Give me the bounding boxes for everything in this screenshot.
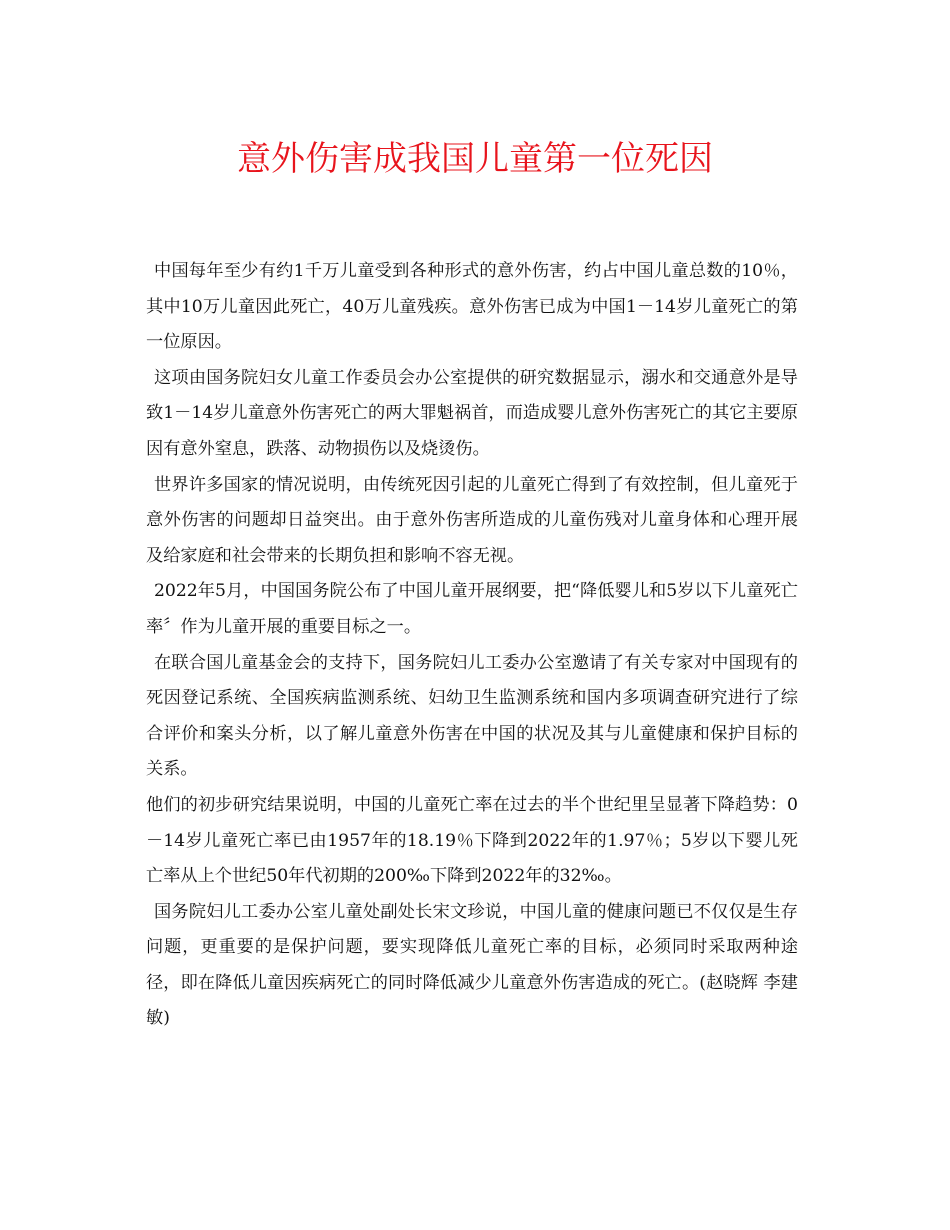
paragraph: 这项由国务院妇女儿童工作委员会办公室提供的研究数据显示，溺水和交通意外是导致1－14岁儿童意外伤害死亡的两大罪魁祸首，而造成婴儿意外伤害死亡的其它主要原因有意外窒息，跌落、动物损伤以及烧烫伤。 bbox=[146, 367, 798, 459]
document-title: 意外伤害成我国儿童第一位死因 bbox=[237, 139, 713, 179]
paragraph: 世界许多国家的情况说明，由传统死因引起的儿童死亡得到了有效控制，但儿童死于意外伤害的问题却日益突出。由于意外伤害所造成的儿童伤残对儿童身体和心理开展及给家庭和社会带来的长期负担和影响不容无视。 bbox=[146, 474, 798, 566]
paragraph: 他们的初步研究结果说明，中国的儿童死亡率在过去的半个世纪里呈显著下降趋势：0－14岁儿童死亡率已由1957年的18.19％下降到2022年的1.97％；5岁以下婴儿死亡率从上个世纪50年代初期的200‰下降到2022年的32‰。 bbox=[146, 794, 798, 887]
paragraph: 中国每年至少有约1千万儿童受到各种形式的意外伤害，约占中国儿童总数的10％，其中10万儿童因此死亡，40万儿童残疾。意外伤害已成为中国1－14岁儿童死亡的第一位原因。 bbox=[146, 261, 798, 353]
document-body bbox=[146, 254, 798, 1037]
paragraph: 2022年5月，中国国务院公布了中国儿童开展纲要，把“降低婴儿和5岁以下儿童死亡率〞作为儿童开展的重要目标之一。 bbox=[146, 581, 798, 637]
paragraph: 在联合国儿童基金会的支持下，国务院妇儿工委办公室邀请了有关专家对中国现有的死因登记系统、全国疾病监测系统、妇幼卫生监测系统和国内多项调查研究进行了综合评价和案头分析，以了解儿童意外伤害在中国的状况及其与儿童健康和保护目标的关系。 bbox=[146, 652, 798, 780]
paragraph: 国务院妇儿工委办公室儿童处副处长宋文珍说，中国儿童的健康问题已不仅仅是生存问题，更重要的是保护问题，要实现降低儿童死亡率的目标，必须同时采取两种途径，即在降低儿童因疾病死亡的同时降低减少儿童意外伤害造成的死亡。(赵晓辉 李建敏) bbox=[146, 901, 798, 1029]
